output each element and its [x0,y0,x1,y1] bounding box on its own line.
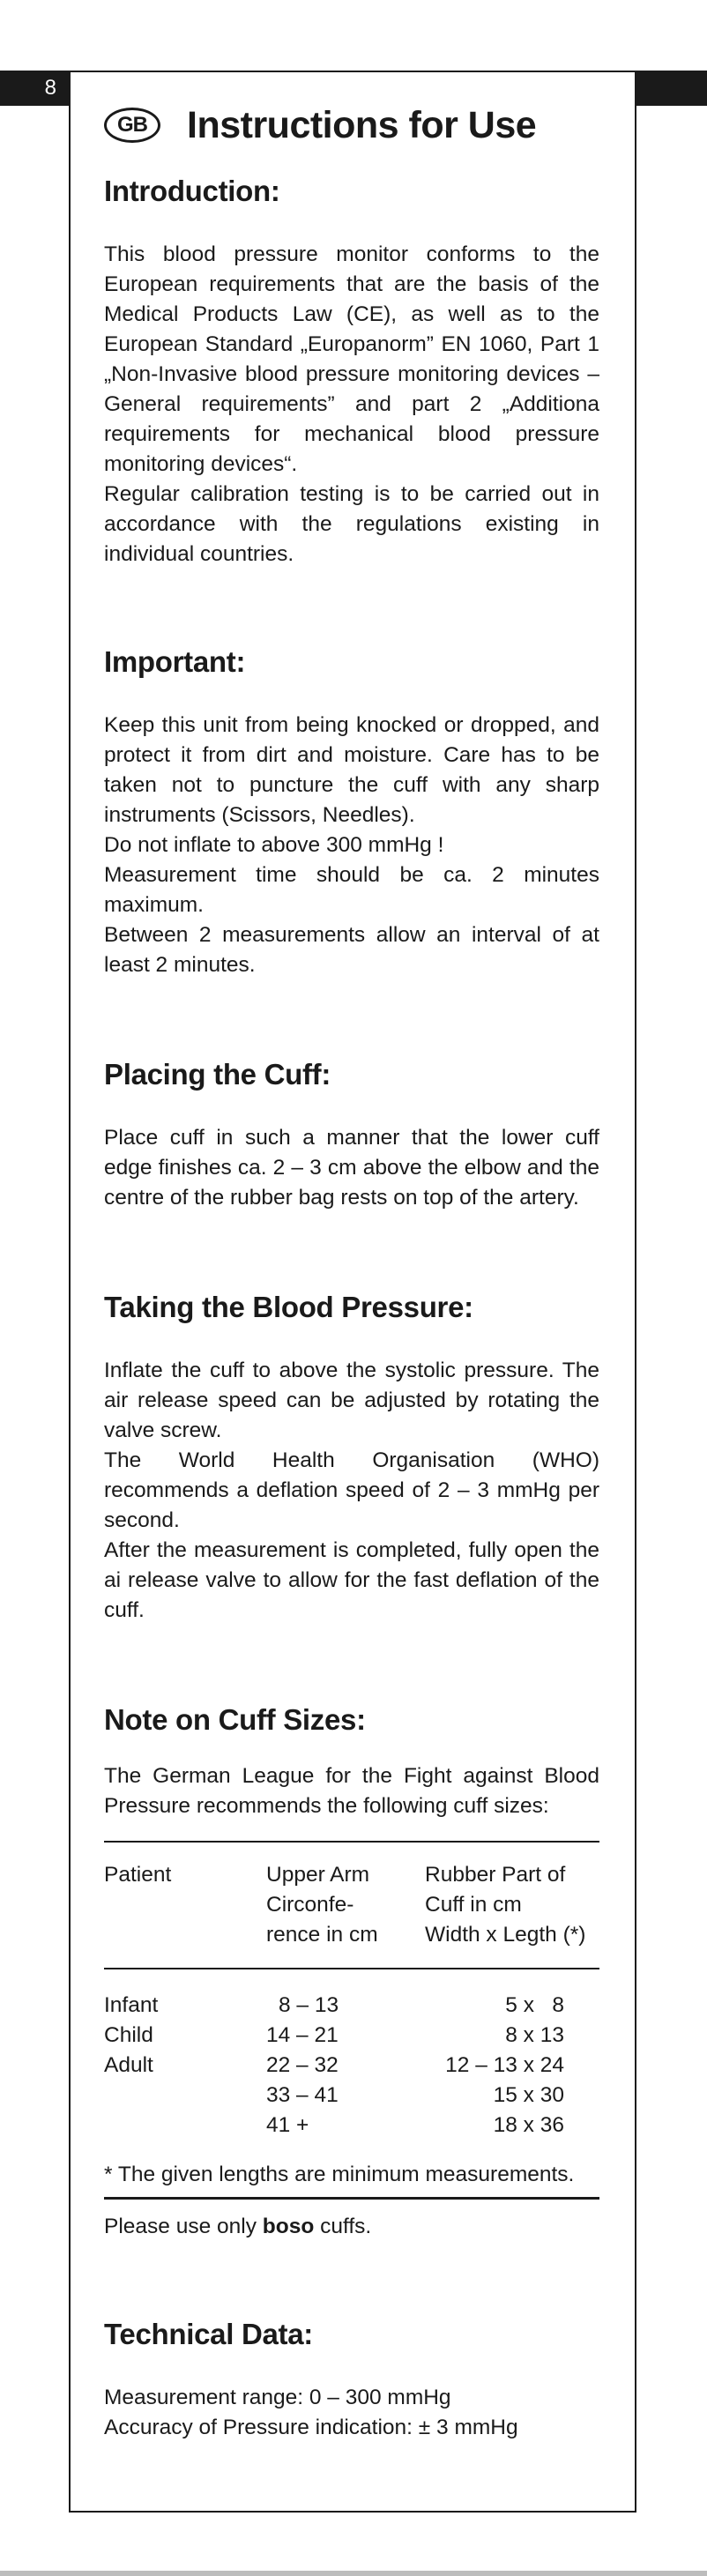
placing-heading: Placing the Cuff: [104,1058,331,1091]
placing-paragraph-1: Place cuff in such a manner that the lower cuff edge finishes ca. 2 – 3 cm above the elbow and the centre of the rubber bag rests on top of the artery. [104,1126,599,1210]
page-number: 8 [44,76,56,100]
table-row [104,2081,599,2111]
header-rubber-line-2: Cuff in cm [425,1893,522,1917]
language-badge: GB [104,108,160,143]
header-upper-arm-line-2: Circonfe- [266,1893,354,1917]
boso-brand: boso [262,2215,315,2238]
important-paragraph-2: Do not inflate to above 300 mmHg ! [104,833,444,857]
important-paragraph-3: Measurement time should be ca. 2 minutes maximum. [104,863,599,917]
header-rubber-line-1: Rubber Part of [425,1863,566,1887]
cell-rubber: 5 x 8 [505,1993,564,2017]
cell-patient [104,2081,266,2111]
header-upper-arm-line-1: Upper Arm [266,1863,370,1887]
introduction-paragraph-2: Regular calibration testing is to be carried out in accordance with the regulations existing in individual countries. [104,482,599,566]
cell-arm: 8 – 13 [279,1993,339,2017]
cell-arm: 41 + [266,2113,309,2137]
section-placing-cuff [104,1058,599,1213]
technical-accuracy: Accuracy of Pressure indication: ± 3 mmHg [104,2416,518,2439]
header-rubber-line-3: Width x Legth (*) [425,1923,586,1947]
cell-patient: Infant [104,1993,159,2017]
cuff-sizes-heading: Note on Cuff Sizes: [104,1703,366,1736]
cell-patient: Adult [104,2053,153,2077]
section-cuff-sizes [104,1703,599,2242]
table-header-row [104,1842,599,1969]
cell-arm: 14 – 21 [266,2023,339,2047]
table-row [104,2051,599,2081]
technical-heading: Technical Data: [104,2318,313,2350]
table-row [104,1969,599,2021]
boso-prefix: Please use only [104,2215,263,2238]
taking-heading: Taking the Blood Pressure: [104,1291,473,1323]
technical-range: Measurement range: 0 – 300 mmHg [104,2386,451,2409]
section-taking-pressure [104,1291,599,1626]
cell-rubber: 12 – 13 x 24 [445,2053,564,2077]
table-row [104,2111,599,2158]
page-number-tab [0,71,71,106]
taking-paragraph-2: The World Health Organisation (WHO) recommends a deflation speed of 2 – 3 mmHg per second. [104,1448,599,1532]
cell-arm: 33 – 41 [266,2083,339,2107]
section-introduction [104,175,599,570]
important-paragraph-1: Keep this unit from being knocked or dropped, and protect it from dirt and moisture. Care has to be taken not to puncture the cuff with any sharp instruments (Scissors, Needles). [104,713,599,827]
introduction-paragraph-1: This blood pressure monitor conforms to the European requirements that are the basis of the Medical Products Law (CE), as well as to the European Standard „Europanorm” EN 1060, Part 1 „Non-Invasive blood pressure monitoring devices – General requirements” and part 2 „Additiona requirements for mechanical blood pressure monitoring devices“. [104,242,599,476]
cell-rubber: 18 x 36 [493,2113,564,2137]
header-rubber-part [425,1842,599,1969]
title-row [104,99,599,152]
taking-paragraph-1: Inflate the cuff to above the systolic pressure. The air release speed can be adjusted by rotating the valve screw. [104,1359,599,1442]
header-upper-arm [266,1842,425,1969]
boso-note [104,2212,599,2242]
cell-arm: 22 – 32 [266,2053,339,2077]
taking-paragraph-3: After the measurement is completed, fully open the ai release valve to allow for the fast deflation of the cuff. [104,1538,599,1622]
cell-rubber: 15 x 30 [493,2083,564,2107]
important-heading: Important: [104,645,246,678]
cuff-size-table [104,1841,599,2158]
document-content [104,99,599,2443]
cell-patient [104,2111,266,2158]
header-upper-arm-line-3: rence in cm [266,1923,378,1947]
cell-rubber: 8 x 13 [505,2023,564,2047]
boso-suffix: cuffs. [314,2215,372,2238]
introduction-heading: Introduction: [104,175,280,207]
section-important [104,645,599,980]
table-row [104,2021,599,2051]
section-technical-data [104,2318,599,2443]
page-title: Instructions for Use [187,103,537,146]
cell-patient: Child [104,2023,153,2047]
right-edge-tab [635,71,707,106]
header-patient: Patient [104,1863,172,1887]
cuff-sizes-intro: The German League for the Fight against Blood Pressure recommends the following cuff sizes: [104,1764,599,1818]
bottom-rule [0,2571,707,2576]
cuff-footnote: * The given lengths are minimum measurements. [104,2160,599,2200]
important-paragraph-4: Between 2 measurements allow an interval of at least 2 minutes. [104,923,599,977]
